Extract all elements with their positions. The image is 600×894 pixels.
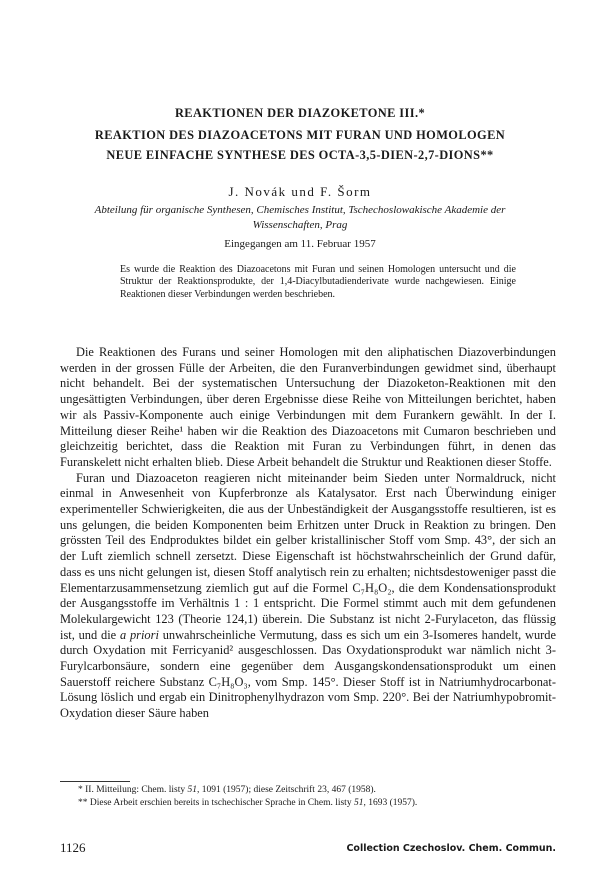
- footnote-2: [78, 797, 556, 810]
- paragraph-2-part-b: , die dem Kondensationsprodukt der Ausgangsstoffe im Verhältnis 1 : 1 entspricht. Die Formel stimmt auch mit dem gefundenen Molekulargewicht 123 (Theorie 124,1) überein. Die Substanz ist nicht 2-Furylaceton, das flüssig ist, und die: [60, 580, 556, 642]
- footnote-1: [78, 784, 556, 797]
- paragraph-2-part-a: Furan und Diazoaceton reagieren nicht miteinander beim Sieden unter Normaldruck, nicht einmal in Anwesenheit von Kupferbronze als Katalysator. Erst nach Überwindung einiger experimenteller Schwierigkeiten, die aus der Unbeständigkeit der Ausgangsstoffe resultieren, ist es uns gelungen, die beiden Komponenten beim Erhitzen unter Druck in Reaktion zu bringen. Den grössten Teil des Endproduktes bildet ein gelber kristallinischer Stoff vom Smp. 43°, der sich an der Luft ziemlich schnell zersetzt. Diese Eigenschaft ist höchstwahrscheinlich der Grund dafür, dass es uns nicht gelungen ist, diesen Stoff analytisch rein zu erhalten; nichtsdestoweniger passt die Elementarzusammensetzung ziemlich gut auf die Formel: [60, 470, 556, 595]
- footnote-1-lead: * II. Mitteilung: Chem. listy: [78, 785, 188, 795]
- paragraph-1: Die Reaktionen des Furans und seiner Homologen mit den aliphatischen Diazoverbindungen werden in der grossen Fülle der Arbeiten, die den Furanverbindungen gewidmet sind, überhaupt nicht behandelt. Bei der systematischen Untersuchung der Diazoketon-Reaktionen mit den ungesättigten Verbindungen, über deren Ergebnisse diese Reihe von Mitteilungen berichtet, haben wir als Passiv-Komponente auch einige Verbindungen mit dem Furankern gewählt. In der I. Mitteilung dieser Reihe¹ haben wir die Reaktion des Diazoacetons mit Cumaron beschrieben und gleichzeitig berichtet, dass die Reaktion mit Furan zu Verbindungen führt, in denen das Furanskelett nicht erhalten blieb. Diese Arbeit behandelt die Struktur und Reaktionen dieser Stoffe.: [60, 345, 556, 469]
- formula-c7h8o3: C₇H₈O₃: [208, 674, 248, 689]
- footnote-2-lead: ** Diese Arbeit erschien bereits in tschechischer Sprache in Chem. listy: [78, 797, 354, 808]
- paragraph-2-part-d: , vom Smp. 145°. Dieser Stoff ist in Natriumhydrocarbonat-Lösung löslich und ergab ein Dinitrophenylhydrazon vom Smp. 220°. Bei der Natriumhypobromit-Oxydation dieser Säure haben: [60, 674, 556, 721]
- footnote-2-volume: 51: [353, 797, 364, 808]
- title-line-1: REAKTIONEN DER DIAZOKETONE III.*: [174, 106, 426, 120]
- footnote-2-tail: , 1693 (1957).: [363, 797, 418, 808]
- paragraph-2-part-c: unwahrscheinliche Vermutung, dass es sich um ein 3-Isomeres handelt, wurde durch Oxydation mit Ferricyanid² ausgeschlossen. Das Oxydationsprodukt war nämlich nicht 3-Furylcarbonsäure, sondern eine gegenüber dem Ausgangskondensationsprodukt um einen Sauerstoff reichere Substanz: [60, 627, 557, 689]
- title-line-2: REAKTION DES DIAZOACETONS MIT FURAN UND HOMOLOGEN: [94, 128, 506, 142]
- footnote-1-volume: 51: [187, 785, 198, 795]
- footnote-rule: [60, 781, 130, 782]
- affiliation: Abteilung für organische Synthesen, Chemisches Institut, Tschechoslowakische Akademie der Wissenschaften, Prag: [94, 204, 506, 231]
- page-number: 1126: [60, 840, 86, 855]
- paragraph-2: [60, 471, 556, 722]
- received-date: Eingegangen am 11. Februar 1957: [224, 238, 376, 250]
- authors: J. Novák und F. Šorm: [228, 184, 372, 199]
- title-line-3: NEUE EINFACHE SYNTHESE DES OCTA-3,5-DIEN-2,7-DIONS**: [106, 148, 494, 162]
- a-priori-italic: a priori: [119, 627, 159, 642]
- main-text: [60, 345, 556, 722]
- abstract: Es wurde die Reaktion des Diazoacetons mit Furan und seinen Homologen untersucht und die Struktur der Reaktionsprodukte, der 1,4-Diacylbutadienderivate wurde nachgewiesen. Einige Reaktionen dieser Verbindungen werden beschrieben.: [120, 264, 516, 300]
- footnotes: [78, 784, 556, 809]
- formula-c7h8o2: C₇H₈O₂: [352, 580, 392, 595]
- journal-name: Collection Czechoslov. Chem. Commun.: [346, 843, 556, 854]
- footnote-1-tail: , 1091 (1957); diese Zeitschrift 23, 467 (1958).: [197, 785, 376, 795]
